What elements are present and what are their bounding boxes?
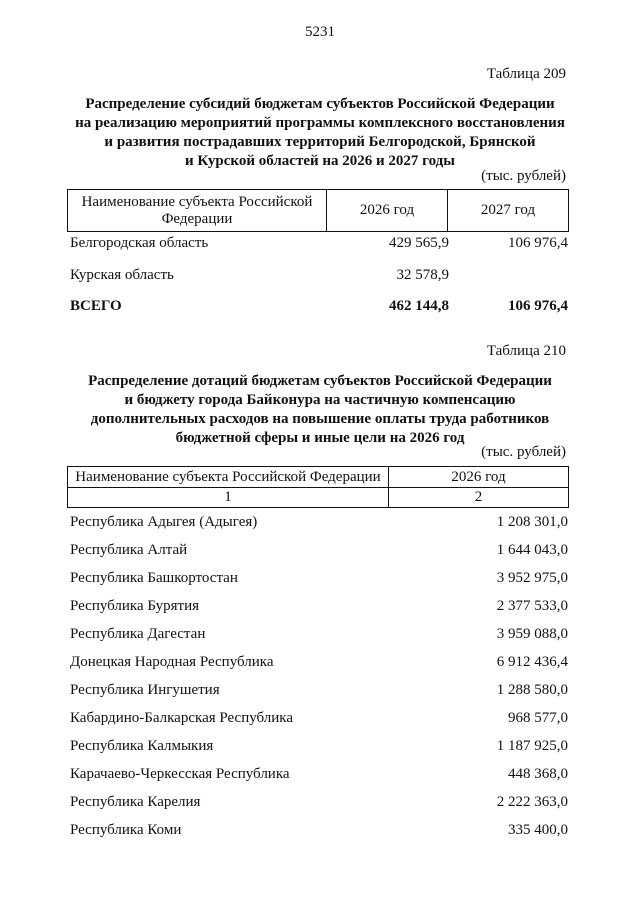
region-name: Республика Адыгея (Адыгея) [70, 514, 258, 530]
table-209-label: Таблица 209 [486, 66, 566, 82]
region-name: Республика Алтай [70, 542, 188, 558]
table-row [70, 791, 570, 813]
table-210-label: Таблица 210 [486, 343, 566, 359]
table-210-title-line: и бюджету города Байконура на частичную компенсацию [124, 392, 516, 408]
value-2026: 448 368,0 [508, 766, 568, 782]
table-row [70, 707, 570, 729]
region-name: Кабардино-Балкарская Республика [70, 710, 294, 726]
value-2026: 2 377 533,0 [496, 598, 568, 614]
region-name: Карачаево-Черкесская Республика [70, 766, 290, 782]
table-209-title [60, 95, 580, 171]
total-2026: 462 144,8 [389, 298, 449, 314]
table-209-title-line: Распределение субсидий бюджетам субъектов Российской Федерации [85, 96, 555, 112]
value-2026: 1 644 043,0 [496, 542, 568, 558]
table-row [70, 567, 570, 589]
value-2026: 2 222 363,0 [496, 794, 568, 810]
column-number-1: 1 [68, 488, 389, 508]
region-name: Республика Дагестан [70, 626, 206, 642]
header-year-2026: 2026 год [389, 467, 569, 488]
table-row [70, 511, 570, 533]
region-name: Курская область [70, 267, 174, 283]
table-210-title-line: дополнительных расходов на повышение оплаты труда работников [90, 411, 550, 427]
region-name: Республика Карелия [70, 794, 201, 810]
header-region-name: Наименование субъекта Российской Федерации [68, 467, 389, 488]
table-209-units: (тыс. рублей) [481, 168, 566, 184]
page-number: 5231 [305, 24, 335, 40]
region-name: Донецкая Народная Республика [70, 654, 274, 670]
table-row [70, 539, 570, 561]
value-2026: 1 187 925,0 [496, 738, 568, 754]
total-label: ВСЕГО [70, 298, 122, 314]
table-210-title-line: бюджетной сферы и иные цели на 2026 год [175, 430, 465, 446]
value-2026: 32 578,9 [396, 267, 449, 283]
table-row [70, 819, 570, 841]
column-number-2: 2 [389, 488, 569, 508]
table-209-title-line: на реализацию мероприятий программы комплексного восстановления [75, 115, 565, 131]
region-name: Белгородская область [70, 235, 209, 251]
value-2026: 429 565,9 [389, 235, 449, 251]
value-2026: 1 288 580,0 [496, 682, 568, 698]
table-row [70, 735, 570, 757]
value-2026: 335 400,0 [508, 822, 568, 838]
total-2027: 106 976,4 [508, 298, 568, 314]
table-209-title-line: и Курской областей на 2026 и 2027 годы [185, 153, 455, 169]
table-row [70, 763, 570, 785]
table-row [70, 232, 570, 254]
value-2027: 106 976,4 [508, 235, 568, 251]
region-name: Республика Ингушетия [70, 682, 220, 698]
value-2026: 3 959 088,0 [496, 626, 568, 642]
table-210-units: (тыс. рублей) [481, 444, 566, 460]
table-210-title-line: Распределение дотаций бюджетам субъектов Российской Федерации [88, 373, 552, 389]
value-2026: 968 577,0 [508, 710, 568, 726]
table-210-title [60, 372, 580, 448]
value-2026: 1 208 301,0 [496, 514, 568, 530]
value-2026: 6 912 436,4 [496, 654, 568, 670]
table-210-header [67, 466, 569, 508]
region-name: Республика Коми [70, 822, 182, 838]
header-year-2027: 2027 год [448, 190, 569, 232]
region-name: Республика Бурятия [70, 598, 200, 614]
table-row [70, 679, 570, 701]
table-row [70, 595, 570, 617]
table-209-title-line: и развития пострадавших территорий Белгородской, Брянской [104, 134, 536, 150]
header-year-2026: 2026 год [327, 190, 448, 232]
table-209-header [67, 189, 569, 232]
header-region-name: Наименование субъекта Российской Федерации [68, 190, 327, 232]
region-name: Республика Башкортостан [70, 570, 238, 586]
total-row [70, 295, 570, 317]
value-2026: 3 952 975,0 [496, 570, 568, 586]
table-row [70, 623, 570, 645]
table-row [70, 651, 570, 673]
region-name: Республика Калмыкия [70, 738, 214, 754]
table-row [70, 264, 570, 286]
